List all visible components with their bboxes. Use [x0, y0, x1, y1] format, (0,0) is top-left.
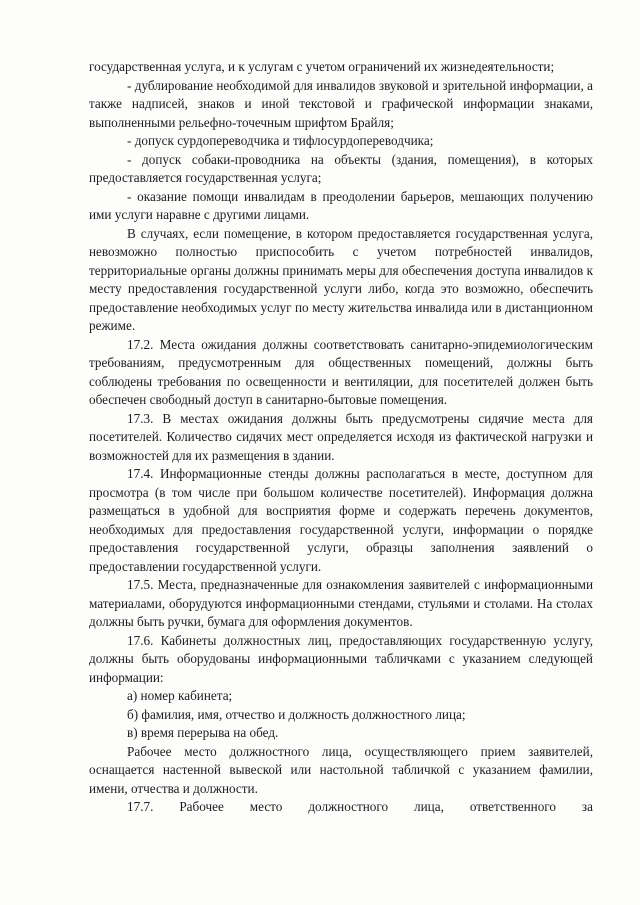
- list-item-lunch-break: в) время перерыва на обед.: [127, 725, 279, 740]
- paragraph-17-7: 17.7. Рабочее место должностного лица, ответственного за: [127, 799, 593, 814]
- paragraph-17-5: 17.5. Места, предназначенные для ознакомления заявителей с информационными материалами, оборудуются информационными стендами, стульями и столами. На столах должны быть ручки, бумага для оформления документов.: [89, 577, 593, 629]
- list-item-duplication: - дублирование необходимой для инвалидов звуковой и зрительной информации, а также надписей, знаков и иной текстовой и графической информации знаками, выполненными рельефно-точечным шрифтом Брайля;: [89, 77, 593, 130]
- list-item-guide-dog: - допуск собаки-проводника на объекты (здания, помещения), в которых предоставляется государственная услуга;: [89, 151, 593, 185]
- list-item-assistance: - оказание помощи инвалидам в преодолении барьеров, мешающих получению ими услуги наравне с другими лицами.: [89, 188, 593, 222]
- document-body: [89, 58, 593, 817]
- paragraph-workplace: Рабочее место должностного лица, осуществляющего прием заявителей, оснащается настенной вывеской или настольной табличкой с указанием фамилии, имени, отчества и должности.: [89, 743, 593, 796]
- list-item-name: б) фамилия, имя, отчество и должность должностного лица;: [127, 706, 466, 722]
- paragraph-17-3: 17.3. В местах ожидания должны быть предусмотрены сидячие места для посетителей. Количество сидячих мест определяется исходя из фактической нагрузки и возможностей для их размещения в здании.: [89, 410, 593, 463]
- paragraph-17-4: 17.4. Информационные стенды должны располагаться в месте, доступном для просмотра (в том числе при большом количестве посетителей). Информация должна размещаться в удобной для восприятия форме и содержать перечень документов, необходимых для предоставления государственной услуги, информации о порядке предоставления государственной услуги, образцы заполнения заявлений о предоставлении государственной услуги.: [89, 466, 593, 574]
- paragraph-cases: В случаях, если помещение, в котором предоставляется государственная услуга, невозможно полностью приспособить с учетом потребностей инвалидов, территориальные органы должны принимать меры для обеспечения доступа инвалидов к месту предоставления государственной услуги либо, когда это возможно, обеспечить предоставление необходимых услуг по месту жительства инвалида или в дистанционном режиме.: [89, 225, 593, 333]
- paragraph-17-6: 17.6. Кабинеты должностных лиц, предоставляющих государственную услугу, должны быть оборудованы информационными табличками с указанием следующей информации:: [89, 632, 593, 685]
- list-item-cabinet-number: а) номер кабинета;: [127, 688, 233, 703]
- list-item-sign-interpreter: - допуск сурдопереводчика и тифлосурдопереводчика;: [127, 133, 434, 148]
- paragraph-continuation: государственная услуга, и к услугам с учетом ограничений их жизнедеятельности;: [89, 59, 555, 74]
- paragraph-17-2: 17.2. Места ожидания должны соответствовать санитарно-эпидемиологическим требованиям, предусмотренным для общественных помещений, должны быть соблюдены требования по освещенности и вентиляции, для посетителей должен быть обеспечен свободный доступ в санитарно-бытовые помещения.: [89, 336, 593, 407]
